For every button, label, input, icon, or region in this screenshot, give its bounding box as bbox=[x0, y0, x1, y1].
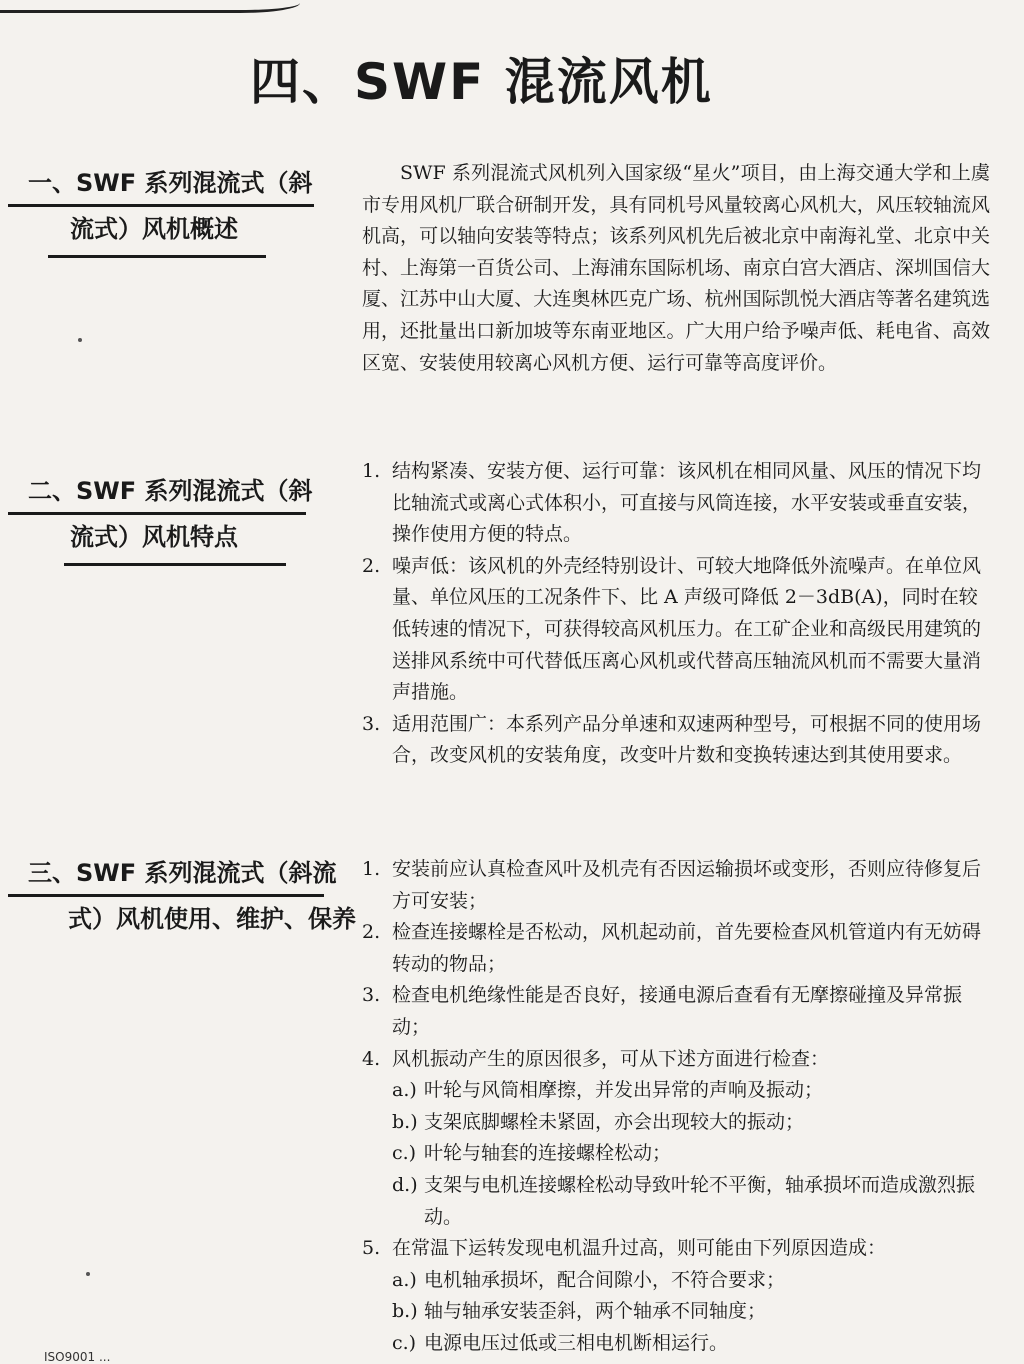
list-item-text: 噪声低：该风机的外壳经特别设计、可较大地降低外流噪声。在单位风量、单位风压的工况条件下、比 A 声级可降低 2－3dB(A)，同时在较低转速的情况下，可获得较高风机压力。在工矿企业和高级民用建筑的送排风系统中可代替低压离心风机或代替高压轴流风机而不需要大量消声措施。 bbox=[392, 554, 982, 704]
list-item-text: 检查电机绝缘性能是否良好，接通电源后查看有无摩擦碰撞及异常振动； bbox=[392, 984, 963, 1038]
sub-list-item bbox=[392, 1138, 990, 1170]
list-item-number: 5. bbox=[362, 1237, 381, 1260]
list-item-number: 1. bbox=[362, 460, 381, 482]
list-item bbox=[362, 551, 990, 709]
sub-item-letter: c.) bbox=[392, 1142, 417, 1165]
sub-item-text: 叶轮与风筒相摩擦，并发出异常的声响及振动； bbox=[424, 1079, 824, 1102]
sub-item-text: 轴与轴承安装歪斜，两个轴承不同轴度； bbox=[424, 1300, 767, 1323]
sub-item-letter: d.) bbox=[392, 1173, 418, 1196]
section-3-heading bbox=[28, 850, 356, 942]
sub-item-letter: b.) bbox=[392, 1300, 418, 1323]
sub-item-text: 支架与电机连接螺栓松动导致叶轮不平衡，轴承损坏而造成激烈振动。 bbox=[424, 1173, 976, 1228]
section-2-body bbox=[362, 456, 990, 772]
list-item-text: 适用范围广：本系列产品分单速和双速两种型号，可根据不同的使用场合，改变风机的安装角度，改变叶片数和变换转速达到其使用要求。 bbox=[392, 712, 982, 767]
section-2-heading-line-1: 二、SWF 系列混流式（斜 bbox=[28, 477, 313, 505]
sub-item-letter: a.) bbox=[392, 1079, 417, 1102]
list-item-text: 在常温下运转发现电机温升过高，则可能由下列原因造成： bbox=[392, 1237, 887, 1260]
section-3-heading-line-1: 三、SWF 系列混流式（斜流 bbox=[28, 859, 337, 887]
list-item-number: 4. bbox=[362, 1047, 381, 1070]
list-item bbox=[362, 1233, 990, 1359]
sub-item-text: 电机轴承损坏，配合间隙小，不符合要求； bbox=[424, 1268, 786, 1291]
list-item bbox=[362, 917, 990, 980]
section-2-heading bbox=[28, 468, 313, 560]
sub-list-item bbox=[392, 1328, 990, 1360]
section-3-heading-underline-1 bbox=[8, 894, 324, 897]
sub-list-item bbox=[392, 1075, 990, 1107]
top-decorative-rule bbox=[0, 0, 300, 13]
sub-item-text: 支架底脚螺栓未紧固，亦会出现较大的振动； bbox=[424, 1110, 805, 1133]
section-3-list bbox=[362, 854, 990, 1360]
sub-item-text: 电源电压过低或三相电机断相运行。 bbox=[424, 1331, 729, 1354]
sub-list-item bbox=[392, 1265, 990, 1297]
list-item bbox=[362, 1044, 990, 1234]
scan-speck bbox=[86, 1272, 90, 1276]
section-1-heading-line-2: 流式）风机概述 bbox=[70, 215, 238, 243]
section-1-intro: SWF 系列混流式风机列入国家级“星火”项目，由上海交通大学和上虞市专用风机厂联合研制开发，具有同机号风量较离心风机大，风压较轴流风机高，可以轴向安装等特点；该系列风机先后被北京中南海礼堂、北京中关村、上海第一百货公司、上海浦东国际机场、南京白宫大酒店、深圳国信大厦、江苏中山大厦、大连奥林匹克广场、杭州国际凯悦大酒店等著名建筑选用，还批量出口新加坡等东南亚地区。广大用户给予噪声低、耗电省、高效区宽、安装使用较离心风机方便、运行可靠等高度评价。 bbox=[362, 162, 990, 374]
section-3-heading-line-2: 式）风机使用、维护、保养 bbox=[68, 905, 356, 933]
section-1-heading-underline-2 bbox=[48, 255, 266, 258]
sub-list-item bbox=[392, 1170, 990, 1233]
list-item-text: 风机振动产生的原因很多，可从下述方面进行检查： bbox=[392, 1047, 830, 1070]
list-item bbox=[362, 980, 990, 1043]
sub-item-letter: a.) bbox=[392, 1268, 417, 1291]
list-item-text: 安装前应认真检查风叶及机壳有否因运输损坏或变形，否则应待修复后方可安装； bbox=[392, 858, 982, 912]
section-2-heading-underline-2 bbox=[64, 563, 286, 566]
list-item bbox=[362, 456, 990, 551]
section-1-heading-underline-1 bbox=[8, 204, 314, 207]
list-item-number: 3. bbox=[362, 984, 381, 1007]
section-2-heading-line-2: 流式）风机特点 bbox=[70, 523, 238, 551]
list-item-number: 3. bbox=[362, 712, 381, 735]
section-3-body bbox=[362, 854, 990, 1360]
sub-list-item bbox=[392, 1107, 990, 1139]
list-item-text: 结构紧凑、安装方便、运行可靠：该风机在相同风量、风压的情况下均比轴流式或离心式体积小，可直接与风筒连接，水平安装或垂直安装，操作使用方便的特点。 bbox=[392, 460, 982, 546]
list-item-number: 1. bbox=[362, 858, 381, 880]
sub-item-text: 叶轮与轴套的连接螺栓松动； bbox=[424, 1142, 672, 1165]
sub-list-item bbox=[392, 1296, 990, 1328]
section-1-heading-line-1: 一、SWF 系列混流式（斜 bbox=[28, 169, 313, 197]
sub-item-letter: b.) bbox=[392, 1110, 418, 1133]
list-item bbox=[362, 709, 990, 772]
scan-speck bbox=[78, 338, 82, 342]
footer-mark: ISO9001 ... bbox=[44, 1350, 111, 1364]
section-1-heading bbox=[28, 160, 313, 252]
list-item-number: 2. bbox=[362, 554, 381, 577]
list-item-text: 检查连接螺栓是否松动，风机起动前，首先要检查风机管道内有无妨碍转动的物品； bbox=[392, 921, 982, 975]
section-2-heading-underline-1 bbox=[8, 512, 306, 515]
list-item-number: 2. bbox=[362, 921, 381, 944]
sub-item-letter: c.) bbox=[392, 1331, 417, 1354]
page-title: 四、SWF 混流风机 bbox=[250, 53, 713, 111]
section-1-body bbox=[362, 158, 990, 379]
section-2-list bbox=[362, 456, 990, 772]
list-item bbox=[362, 854, 990, 917]
